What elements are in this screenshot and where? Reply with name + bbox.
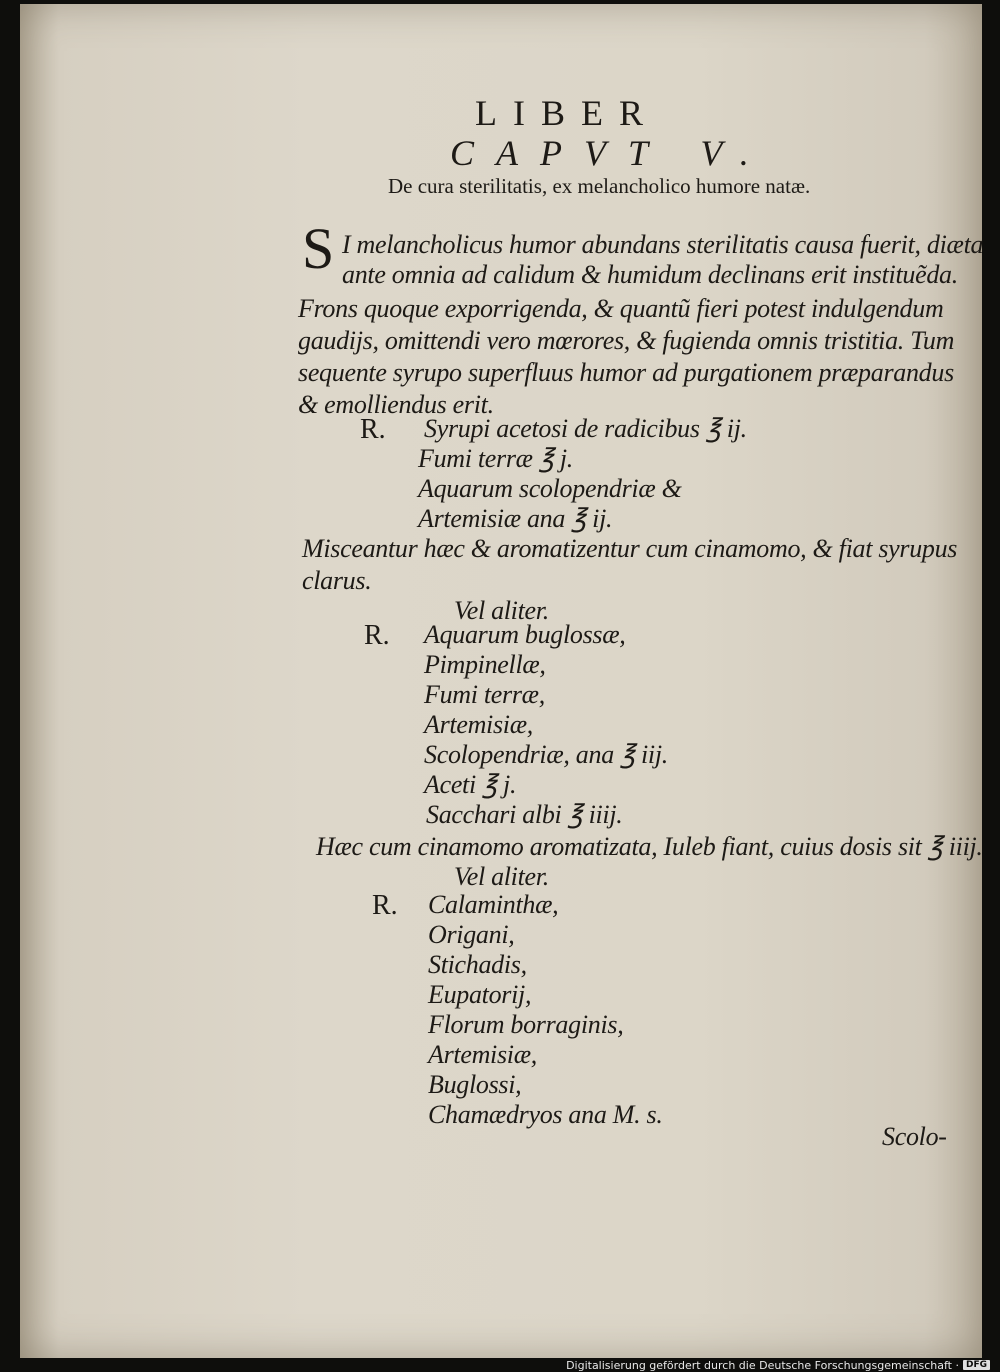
para2-line-1: Misceantur hæc & aromatizentur cum cinamomo, & fiat syrupus xyxy=(302,534,958,563)
digitization-credit xyxy=(566,1358,990,1372)
recipe1-item: Artemisiæ ana ℥ ij. xyxy=(418,504,613,533)
rx-symbol: R. xyxy=(360,414,386,445)
recipe3-item: Stichadis, xyxy=(428,950,527,979)
book-page xyxy=(20,4,982,1358)
recipe2-item: Aceti ℥ j. xyxy=(424,770,517,799)
recipe3-item: Buglossi, xyxy=(428,1070,522,1099)
vel-aliter: Vel aliter. xyxy=(454,596,549,625)
para3: Hæc cum cinamomo aromatizata, Iuleb fiant, cuius dosis sit ℥ iiij. xyxy=(316,832,983,861)
para1-line-3: Frons quoque exporrigenda, & quantũ fieri potest indulgendum xyxy=(298,294,944,323)
recipe3-item: Florum borraginis, xyxy=(428,1010,624,1039)
page-text xyxy=(20,4,982,1358)
recipe2-item: Sacchari albi ℥ iiij. xyxy=(426,800,623,829)
para1-line-1: I melancholicus humor abundans sterilitatis causa fuerit, diæta xyxy=(342,230,984,259)
recipe2-item: Scolopendriæ, ana ℥ iij. xyxy=(424,740,668,769)
recipe1-item: Fumi terræ ℥ j. xyxy=(418,444,573,473)
rx-symbol: R. xyxy=(364,620,390,651)
catchword: Scolo- xyxy=(882,1122,947,1151)
para1-line-4: gaudijs, omittendi vero mœrores, & fugienda omnis tristitia. Tum xyxy=(298,326,955,355)
dfg-logo: DFG xyxy=(963,1360,990,1370)
chapter-heading: CAPVT V. xyxy=(450,133,771,173)
recipe2-item: Artemisiæ, xyxy=(424,710,533,739)
recipe2-item: Pimpinellæ, xyxy=(424,650,546,679)
recipe3-item: Eupatorij, xyxy=(428,980,532,1009)
rx-symbol: R. xyxy=(372,890,398,921)
recipe1-item: Syrupi acetosi de radicibus ℥ ij. xyxy=(424,414,747,443)
recipe1-item: Aquarum scolopendriæ & xyxy=(418,474,682,503)
recipe3-item: Artemisiæ, xyxy=(428,1040,537,1069)
para1-line-2: ante omnia ad calidum & humidum declinans erit instituẽda. xyxy=(342,260,958,289)
recipe3-item: Calaminthæ, xyxy=(428,890,559,919)
recipe2-item: Fumi terræ, xyxy=(424,680,545,709)
vel-aliter: Vel aliter. xyxy=(454,862,549,891)
recipe3-item: Origani, xyxy=(428,920,515,949)
recipe2-item: Aquarum buglossæ, xyxy=(424,620,626,649)
running-title: LIBER xyxy=(475,93,659,133)
recipe3-item: Chamædryos ana M. s. xyxy=(428,1100,663,1129)
credit-text: Digitalisierung gefördert durch die Deutsche Forschungsgemeinschaft · xyxy=(566,1358,959,1372)
para1-line-6: & emolliendus erit. xyxy=(298,390,494,419)
para1-line-5: sequente syrupo superfluus humor ad purgationem præparandus xyxy=(298,358,954,387)
chapter-subtitle: De cura sterilitatis, ex melancholico humore natæ. xyxy=(388,174,811,198)
para2-line-2: clarus. xyxy=(302,566,372,595)
drop-cap: S xyxy=(302,216,335,281)
